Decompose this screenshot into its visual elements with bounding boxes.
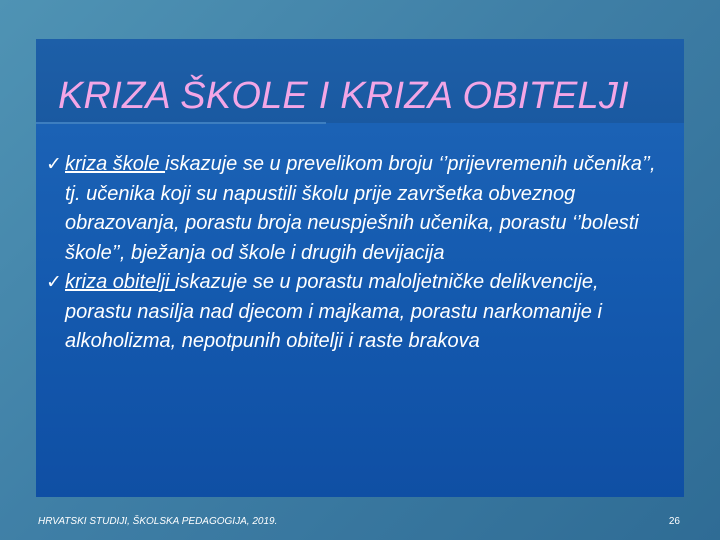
footer-text: HRVATSKI STUDIJI, ŠKOLSKA PEDAGOGIJA, 2019.: [38, 516, 278, 527]
bullet-item-school-crisis: [46, 150, 666, 268]
bullet-keyword: kriza škole: [65, 153, 166, 175]
bullet-list: [46, 150, 666, 357]
bullet-keyword: kriza obitelji: [65, 271, 176, 293]
page-number: 26: [668, 516, 680, 527]
check-icon: ✓: [46, 153, 62, 175]
bullet-text: iskazuje se u prevelikom broju ‘’prijevremenih učenika’’, tj. učenika koji su napustili školu prije završetka obveznog obrazovanja, porastu broja neuspješnih učenika, porastu ‘’bolesti škole’’, bježanja od škole i drugih devijacija: [65, 153, 656, 264]
slide-title: KRIZA ŠKOLE I KRIZA OBITELJI: [58, 75, 629, 117]
bullet-item-family-crisis: [46, 268, 666, 357]
title-underline: [36, 122, 326, 124]
check-icon: ✓: [46, 271, 62, 293]
bullet-text: iskazuje se u porastu maloljetničke delikvencije, porastu nasilja nad djecom i majkama, porastu narkomanije i alkoholizma, nepotpunih obitelji i raste brakova: [65, 271, 602, 352]
